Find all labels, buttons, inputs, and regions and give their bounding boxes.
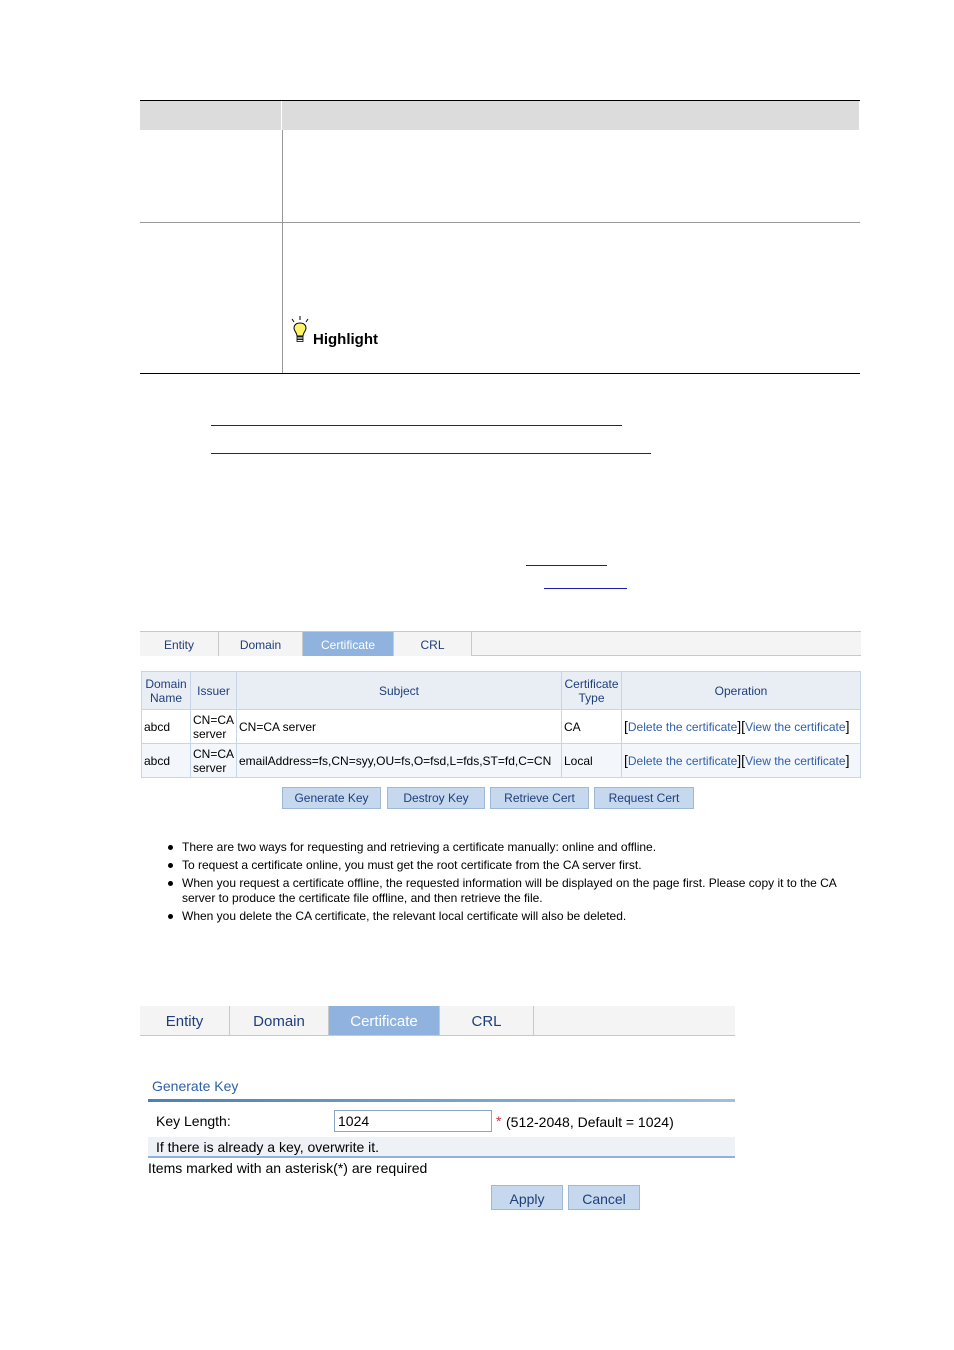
table-row (142, 710, 861, 744)
tab-certificate[interactable]: Certificate (329, 1006, 440, 1035)
tab-crl[interactable]: CRL (440, 1006, 534, 1035)
table-header-row (142, 672, 861, 710)
generate-key-button[interactable]: Generate Key (282, 787, 381, 809)
apply-button[interactable]: Apply (491, 1185, 563, 1210)
tab-entity[interactable]: Entity (140, 632, 219, 656)
destroy-key-button[interactable]: Destroy Key (387, 787, 485, 809)
tab-bar-2 (140, 1006, 735, 1036)
key-length-hint: (512-2048, Default = 1024) (506, 1114, 674, 1130)
cell-type: CA (562, 710, 622, 744)
lightbulb-icon (289, 316, 311, 349)
list-item: To request a certificate online, you must get the root certificate from the CA server first. (166, 858, 846, 873)
tab-domain[interactable]: Domain (219, 632, 303, 656)
notes-list (166, 840, 846, 927)
doc-table-divider (282, 130, 283, 373)
doc-link-1[interactable] (211, 425, 622, 426)
cell-issuer: CN=CA server (191, 710, 237, 744)
doc-table-bottom-line (140, 373, 860, 374)
doc-table-header (140, 100, 860, 130)
col-subject: Subject (237, 672, 562, 710)
cell-operation: [Delete the certificate][View the certificate] (622, 710, 861, 744)
tab-entity[interactable]: Entity (140, 1006, 230, 1035)
col-domain-name: Domain Name (142, 672, 191, 710)
certificate-table (141, 671, 861, 778)
cancel-button[interactable]: Cancel (568, 1185, 640, 1210)
key-length-input[interactable] (334, 1110, 492, 1132)
section-divider (148, 1099, 735, 1102)
doc-link-2[interactable] (211, 453, 651, 454)
tab-certificate[interactable]: Certificate (303, 632, 394, 656)
section-title: Generate Key (152, 1078, 239, 1094)
figure-link-2[interactable] (544, 588, 627, 589)
request-cert-button[interactable]: Request Cert (594, 787, 694, 809)
delete-certificate-link[interactable]: Delete the certificate (627, 754, 738, 768)
view-certificate-link[interactable]: View the certificate (745, 754, 846, 768)
required-asterisk: * (496, 1113, 502, 1129)
cell-operation: [Delete the certificate][View the certificate] (622, 744, 861, 778)
tab-bar-1 (140, 631, 861, 656)
view-certificate-link[interactable]: View the certificate (745, 720, 846, 734)
cell-subject: emailAddress=fs,CN=syy,OU=fs,O=fsd,L=fds,ST=fd,C=CN (237, 744, 562, 778)
doc-table-row-line (140, 222, 860, 223)
cell-subject: CN=CA server (237, 710, 562, 744)
delete-certificate-link[interactable]: Delete the certificate (627, 720, 738, 734)
tab-crl[interactable]: CRL (394, 632, 472, 656)
table-row (142, 744, 861, 778)
highlight-note (289, 316, 378, 349)
col-operation: Operation (622, 672, 861, 710)
cell-domain: abcd (142, 744, 191, 778)
cell-issuer: CN=CA server (191, 744, 237, 778)
col-certificate-type: Certificate Type (562, 672, 622, 710)
highlight-label: Highlight (313, 331, 378, 348)
list-item: When you delete the CA certificate, the relevant local certificate will also be deleted. (166, 909, 846, 924)
list-item: There are two ways for requesting and retrieving a certificate manually: online and offline. (166, 840, 846, 855)
key-length-label: Key Length: (156, 1113, 231, 1129)
overwrite-text: If there is already a key, overwrite it. (156, 1139, 380, 1155)
retrieve-cert-button[interactable]: Retrieve Cert (490, 787, 589, 809)
cell-domain: abcd (142, 710, 191, 744)
cell-type: Local (562, 744, 622, 778)
figure-link-1[interactable] (526, 565, 607, 566)
required-note: Items marked with an asterisk(*) are required (148, 1160, 428, 1176)
col-issuer: Issuer (191, 672, 237, 710)
tab-domain[interactable]: Domain (230, 1006, 329, 1035)
list-item: When you request a certificate offline, the requested information will be displayed on the page first. Please copy it to the CA server to produce the certificate file offline, and then retrieve the file. (166, 876, 846, 906)
